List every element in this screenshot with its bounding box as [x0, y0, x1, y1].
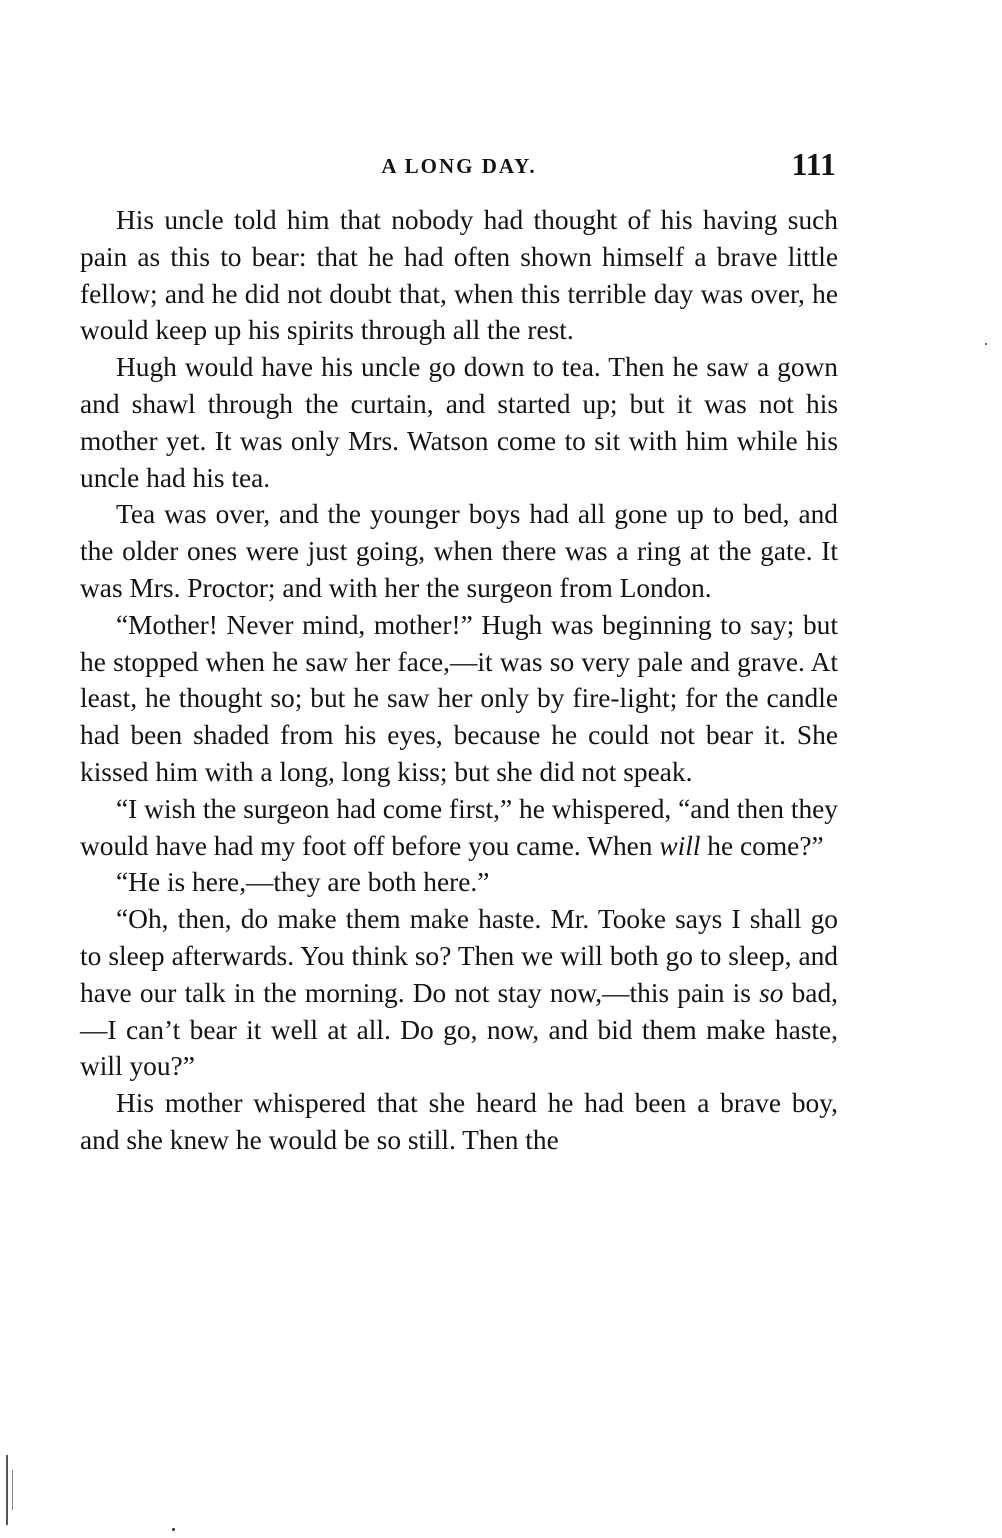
scan-margin-mark — [6, 1455, 8, 1525]
paragraph: Hugh would have his uncle go down to tea. Then he saw a gown and shawl through the curtain, and started up; but it was not his mother yet. It was only Mrs. Watson come to sit with him while his uncle had his tea. — [80, 352, 838, 493]
paragraph: His uncle told him that nobody had thought of his having such pain as this to bear: that he had often shown himself a brave little fellow; and he did not doubt that, when this terrible day was over, he would keep up his spirits through all the rest. — [80, 205, 838, 346]
paragraph: “Oh, then, do make them make haste. Mr. Tooke says I shall go to sleep afterwards. You think so? Then we will both go to sleep, and have our talk in the morning. Do not stay now,—this pain is so bad,—I can’t bear it well at all. Do go, now, and bid them make haste, will you?” — [80, 904, 838, 1082]
scan-speck — [172, 1528, 175, 1531]
running-title: A LONG DAY. — [381, 154, 537, 178]
scan-speck — [985, 343, 987, 345]
italic-emphasis: will — [659, 830, 701, 861]
paragraph: Tea was over, and the younger boys had all gone up to bed, and the older ones were just going, when there was a ring at the gate. It was Mrs. Proctor; and with her the surgeon from London. — [80, 499, 838, 603]
paragraph: “He is here,—they are both here.” — [116, 867, 490, 898]
paragraph: “Mother! Never mind, mother!” Hugh was beginning to say; but he stopped when he saw her face,—it was so very pale and grave. At least, he thought so; but he saw her only by fire-light; for the candle had been shaded from his eyes, because he could not bear it. She kissed him with a long, long kiss; but she did not speak. — [80, 609, 838, 787]
page-number: 111 — [791, 146, 836, 182]
body-text — [80, 202, 838, 1159]
scan-margin-mark — [12, 1470, 13, 1510]
running-head — [80, 146, 838, 186]
paragraph: His mother whispered that she heard he had been a brave boy, and she knew he would be so still. Then the — [80, 1088, 838, 1155]
paragraph: “I wish the surgeon had come first,” he whispered, “and then they would have had my foot off before you came. When will he come?” — [80, 793, 838, 861]
italic-emphasis: so — [759, 977, 784, 1008]
